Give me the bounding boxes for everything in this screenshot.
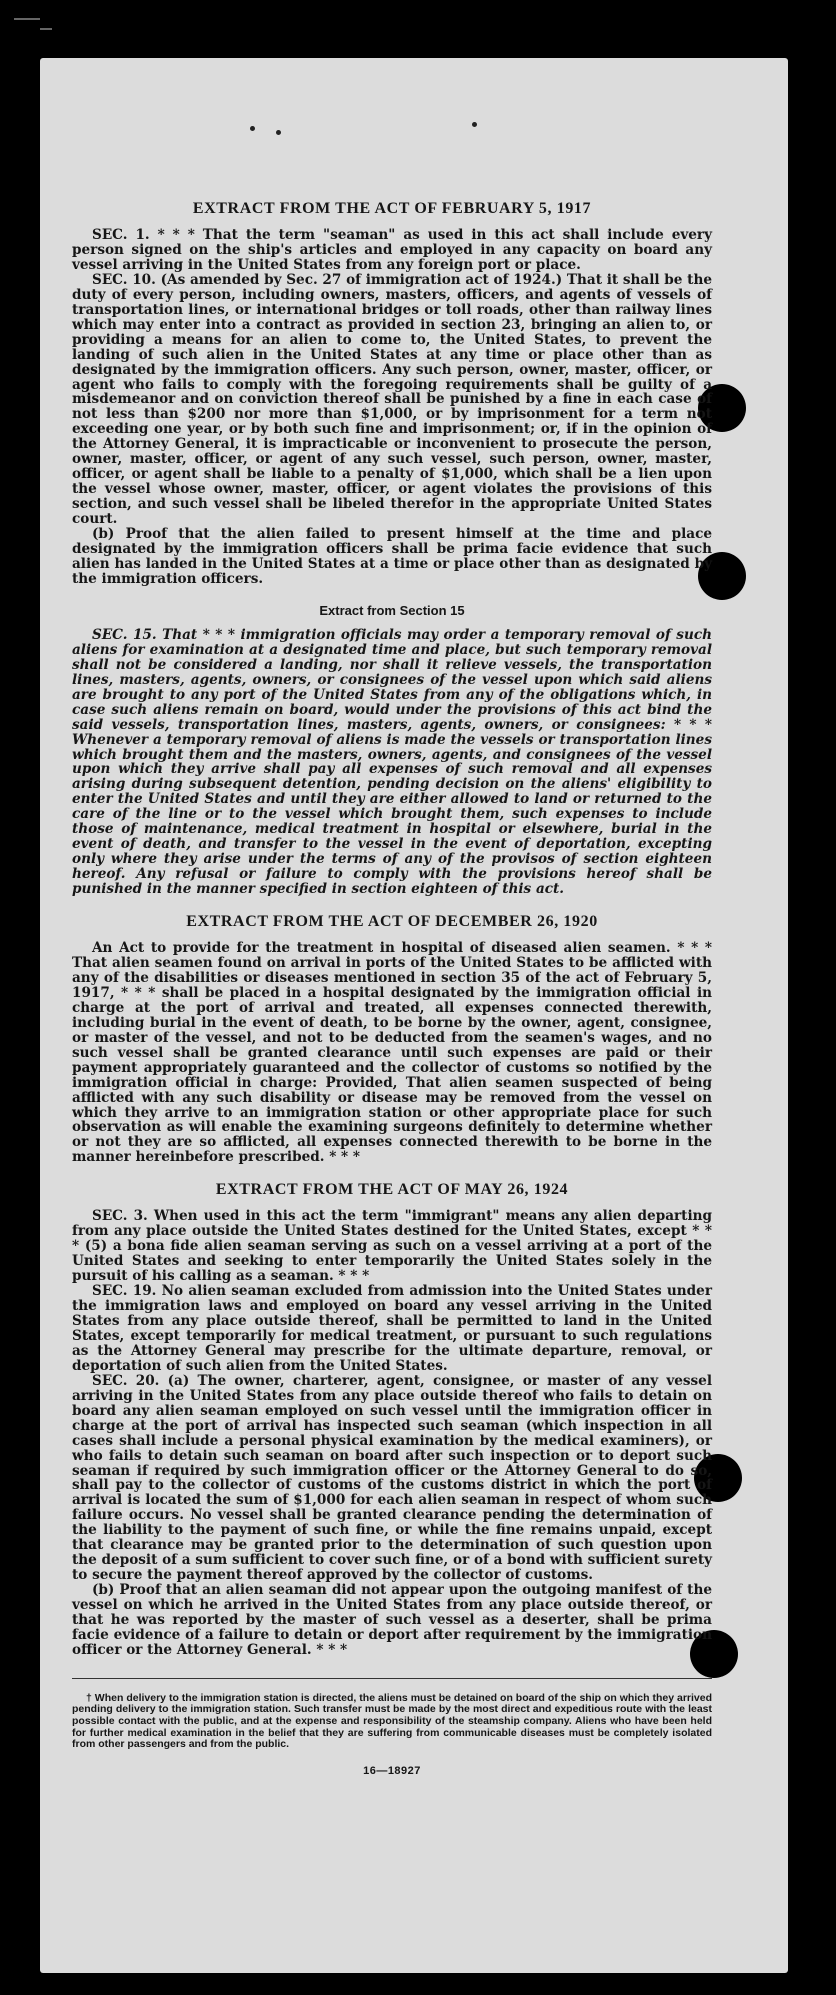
act-1920-text: An Act to provide for the treatment in hospital of diseased alien seamen. * * * That alien seamen found on arrival in ports of the United States to be afflicted with any of the disabilities or diseases mentioned in section 35 of the act of February 5, 1917, * * * shall be placed in a hospital designated by the immigration official in charge at the port of arrival and treated, all expenses connected therewith, including burial in the event of death, to be borne by the owner, agent, consignee, or master of the vessel, and not to be deducted from the seamen's wages, and no such vessel shall be granted clearance until such expenses are paid or their payment appropriately guaranteed and the collector of customs so notified by the immigration official in charge: Provided, That alien seamen suspected of being afflicted with any such disability or disease may be removed from the vessel on which they arrive to an immigration station or other appropriate place for such observation as will enable the examining surgeons definitely to determine whether or not they are so afflicted, all expenses connected therewith to be borne in the manner hereinbefore prescribed. * * * [72, 940, 712, 1166]
footnote-text: † When delivery to the immigration station is directed, the aliens must be detained on board of the ship on which they arrived pending delivery to the immigration station. Such transfer must be made by the most direct and expeditious route with the least possible contact with the public, and at the expense and responsibility of the steamship company. Aliens who have been held for further medical examination in the belief that they are suffering from communicable diseases must be completely isolated from other passengers and from the public. [72, 1691, 712, 1751]
act-1924-sec-19: SEC. 19. No alien seaman excluded from admission into the United States under the immigration laws and employed on board any vessel arriving in the United States from any place outside thereof, shall be permitted to land in the United States, except temporarily for medical treatment, or pursuant to such regulations as the Attorney General may prescribe for the ultimate departure, removal, or deportation of such alien from the United States. [72, 1283, 712, 1374]
scan-dot [250, 126, 255, 131]
act-1917-sec-10b: (b) Proof that the alien failed to present himself at the time and place designated by the immigration officers shall be prima facie evidence that such alien has landed in the United States at a time or place other than as designated by the immigration officers. [72, 526, 712, 587]
heading-act-1917: EXTRACT FROM THE ACT OF FEBRUARY 5, 1917 [192, 200, 592, 217]
scan-dot [276, 130, 281, 135]
act-1920-section [72, 941, 712, 1165]
act-1924-sec-3: SEC. 3. When used in this act the term "immigrant" means any alien departing from any place outside the United States destined for the United States, except * * * (5) a bona fide alien seaman serving as such on a vessel arriving at a port of the United States and seeking to enter temporarily the United States solely in the pursuit of his calling as a seaman. * * * [72, 1208, 712, 1285]
document-content [72, 200, 712, 1777]
section-15-text: SEC. 15. That * * * immigration officials may order a temporary removal of such aliens for examination at a designated time and place, but such temporary removal shall not be considered a landing, nor shall it relieve vessels, the transportation lines, masters, agents, owners, or consignees of the vessel upon which said aliens are brought to any port of the United States from any of the obligations which, in case such aliens remain on board, would under the provisions of this act bind the said vessels, transportation lines, masters, agents, owners, or consignees: * * * Whenever a temporary removal of aliens is made the vessels or transportation lines which brought them and the masters, owners, agents, and consignees of the vessel upon which they arrive shall pay all expenses of such removal and all expenses arising during subsequent detention, pending decision on the aliens' eligibility to enter the United States and until they are either allowed to land or returned to the care of the line or to the vessel which brought them, such expenses to include those of maintenance, medical treatment in hospital or elsewhere, burial in the event of death, and transfer to the vessel in the event of deportation, excepting only where they arise under the terms of any of the provisos of section eighteen hereof. Any refusal or failure to comply with the provisions hereof shall be punished in the manner specified in section eighteen of this act. [72, 626, 712, 898]
act-1924-section [72, 1209, 712, 1658]
act-1917-sec-10: SEC. 10. (As amended by Sec. 27 of immigration act of 1924.) That it shall be the duty of every person, including owners, masters, officers, and agents of vessels of transportation lines, or international bridges or toll roads, other than railway lines which may enter into a contract as provided in section 23, bringing an alien to, or providing a means for an alien to come to, the United States, to prevent the landing of such alien in the United States at any time or place other than as designated by the immigration officers. Any such person, owner, master, officer, or agent who fails to comply with the foregoing requirements shall be guilty of a misdemeanor and on conviction thereof shall be punished by a fine in each case of not less than $200 nor more than $1,000, or by imprisonment for a term not exceeding one year, or by both such fine and imprisonment; or, if in the opinion of the Attorney General, it is impracticable or inconvenient to prosecute the person, owner, master, officer, or agent of any such vessel, such person, owner, master, officer, or agent shall be liable to a penalty of $1,000, which shall be a lien upon the vessel whose owner, master, officer, or agent violates the provisions of this section, and such vessel shall be libeled therefor in the appropriate United States court. [72, 271, 712, 528]
heading-act-1920: EXTRACT FROM THE ACT OF DECEMBER 26, 1920 [186, 913, 598, 931]
heading-act-1924: EXTRACT FROM THE ACT OF MAY 26, 1924 [215, 1181, 569, 1199]
act-1924-sec-20b: (b) Proof that an alien seaman did not appear upon the outgoing manifest of the vessel on which he arrived in the United States from any place outside thereof, or that he was reported by the master of such vessel as a deserter, shall be prima facie evidence of a failure to detain or deport after requirement by the immigration officer or the Attorney General. * * * [72, 1582, 712, 1658]
act-1924-sec-20a: SEC. 20. (a) The owner, charterer, agent, consignee, or master of any vessel arriving in the United States from any place outside thereof who fails to detain on board any alien seaman employed on such vessel until the immigration officer in charge at the port of arrival has inspected such seaman (which inspection in all cases shall include a personal physical examination by the medical examiners), or who fails to detain such seaman on board after such inspection or to deport such seaman if required by such immigration officer or the Attorney General to do so, shall pay to the collector of customs of the customs district in which the port of arrival is located the sum of $1,000 for each alien seaman in respect of whom such failure occurs. No vessel shall be granted clearance pending the determination of the liability to the payment of such fine, or while the fine remains unpaid, except that clearance may be granted prior to the determination of such question upon the deposit of a sum sufficient to cover such fine, or of a bond with sufficient surety to secure the payment thereof approved by the collector of customs. [72, 1372, 712, 1584]
scan-dot [472, 122, 477, 127]
section-15 [72, 628, 712, 897]
heading-section-15: Extract from Section 15 [319, 602, 465, 618]
scan-mark [14, 18, 40, 20]
form-code: 16—18927 [363, 1764, 421, 1777]
act-1917-section [72, 228, 712, 587]
act-1917-sec-1: SEC. 1. * * * That the term "seaman" as used in this act shall include every person signed on the ship's articles and employed in any capacity on board any vessel arriving in the United States from any foreign port or place. [72, 227, 712, 273]
footnote [72, 1678, 712, 1751]
scan-mark [40, 28, 52, 30]
